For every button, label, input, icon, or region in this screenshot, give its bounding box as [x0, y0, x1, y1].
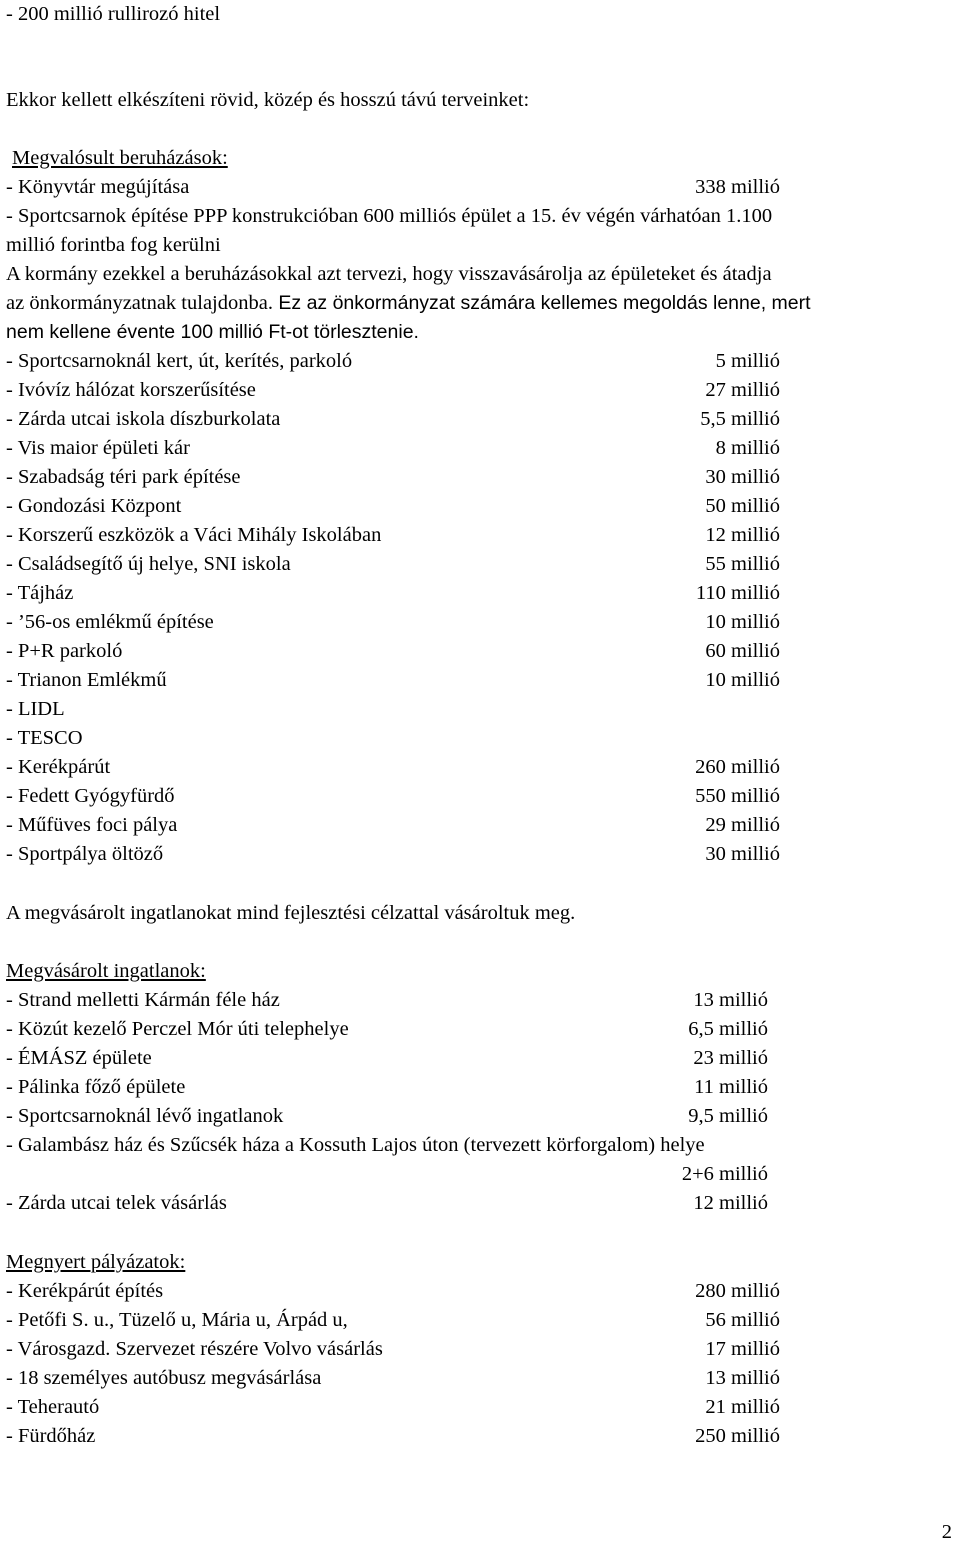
list-item-value: 10 millió [705, 669, 780, 691]
list-item-value: 11 millió [694, 1076, 768, 1098]
list-item-value: 21 millió [705, 1396, 780, 1418]
list-item-value: 550 millió [695, 785, 780, 807]
sport-hall-line-2: millió forintba fog kerülni [6, 234, 221, 256]
list-item-value: 5 millió [715, 350, 780, 372]
list-item-value: 29 millió [705, 814, 780, 836]
list-item-label: - Zárda utcai iskola díszburkolata [6, 408, 281, 430]
list-item-value: 50 millió [705, 495, 780, 517]
gov-paragraph-line-1: A kormány ezekkel a beruházásokkal azt tervezi, hogy visszavásárolja az épületeket és átadja [6, 263, 772, 285]
list-item-value: 2+6 millió [681, 1163, 768, 1185]
realized-heading: Megvalósult beruházások: [12, 147, 228, 169]
gov-paragraph-line-2b: Ez az önkormányzat számára kellemes megoldás lenne, mert [272, 292, 811, 314]
list-item-label: - Zárda utcai telek vásárlás [6, 1192, 227, 1214]
list-item-label: - Trianon Emlékmű [6, 669, 167, 691]
list-item-value: 17 millió [705, 1338, 780, 1360]
list-item-label: - Sportpálya öltöző [6, 843, 164, 865]
list-item-label: - Petőfi S. u., Tüzelő u, Mária u, Árpád u, [6, 1309, 348, 1331]
list-item-label: - Kerékpárút építés [6, 1280, 164, 1302]
list-item-label: - Galambász ház és Szűcsék háza a Kossuth Lajos úton (tervezett körforgalom) helye [6, 1134, 705, 1156]
list-item-label: - P+R parkoló [6, 640, 123, 662]
list-item-value: 30 millió [705, 466, 780, 488]
gov-paragraph-line-2 [6, 289, 811, 318]
list-item-label: - Strand melletti Kármán féle ház [6, 989, 280, 1011]
list-item-label: - Fedett Gyógyfürdő [6, 785, 175, 807]
list-item-label: - Tájház [6, 582, 74, 604]
list-item-value: 55 millió [705, 553, 780, 575]
list-item-label: - Fürdőház [6, 1425, 96, 1447]
list-item-label: - LIDL [6, 698, 65, 720]
list-item-value: 13 millió [693, 989, 768, 1011]
list-item-label: - Vis maior épületi kár [6, 437, 190, 459]
list-item-value: 60 millió [705, 640, 780, 662]
list-item-label: - Könyvtár megújítása [6, 176, 190, 198]
list-item-label: - Gondozási Központ [6, 495, 182, 517]
list-item-label: - ÉMÁSZ épülete [6, 1047, 152, 1069]
list-item-value: 23 millió [693, 1047, 768, 1069]
list-item-value: 56 millió [705, 1309, 780, 1331]
list-item-label: - Teherautó [6, 1396, 100, 1418]
list-item-label: - Kerékpárút [6, 756, 111, 778]
list-item-label: - Műfüves foci pálya [6, 814, 178, 836]
gov-paragraph-line-3: nem kellene évente 100 millió Ft-ot törlesztenie. [6, 321, 419, 343]
list-item-label: - Korszerű eszközök a Váci Mihály Iskolában [6, 524, 382, 546]
list-item-value: 10 millió [705, 611, 780, 633]
list-item-label: - Családsegítő új helye, SNI iskola [6, 553, 291, 575]
list-item-value: 12 millió [705, 524, 780, 546]
page-number: 2 [941, 1521, 952, 1543]
list-item-label: - 18 személyes autóbusz megvásárlása [6, 1367, 322, 1389]
list-item-value: 30 millió [705, 843, 780, 865]
purchase-note: A megvásárolt ingatlanokat mind fejlesztési célzattal vásároltuk meg. [6, 902, 576, 924]
grants-heading: Megnyert pályázatok: [6, 1251, 186, 1273]
list-item-label: - Sportcsarnoknál lévő ingatlanok [6, 1105, 284, 1127]
list-item-value: 5,5 millió [700, 408, 780, 430]
intro-text: Ekkor kellett elkészíteni rövid, közép és hosszú távú terveinket: [6, 89, 530, 111]
list-item-label: - Pálinka főző épülete [6, 1076, 186, 1098]
list-item-value: 27 millió [705, 379, 780, 401]
top-line: - 200 millió rullirozó hitel [6, 3, 221, 25]
properties-heading: Megvásárolt ingatlanok: [6, 960, 206, 982]
list-item-label: - Szabadság téri park építése [6, 466, 241, 488]
gov-paragraph-line-2a: az önkormányzatnak tulajdonba. [6, 292, 273, 314]
list-item-value: 280 millió [695, 1280, 780, 1302]
list-item-label: - ’56-os emlékmű építése [6, 611, 214, 633]
list-item-label: - Ivóvíz hálózat korszerűsítése [6, 379, 256, 401]
list-item-value: 12 millió [693, 1192, 768, 1214]
list-item-value: 6,5 millió [688, 1018, 768, 1040]
list-item-label: - Sportcsarnoknál kert, út, kerítés, parkoló [6, 350, 353, 372]
list-item-value: 110 millió [695, 582, 780, 604]
list-item-value: 13 millió [705, 1367, 780, 1389]
list-item-value: 250 millió [695, 1425, 780, 1447]
list-item-value: 9,5 millió [688, 1105, 768, 1127]
list-item-label: - TESCO [6, 727, 83, 749]
list-item-value: 260 millió [695, 756, 780, 778]
list-item-value: 338 millió [695, 176, 780, 198]
list-item-label: - Közút kezelő Perczel Mór úti telephelye [6, 1018, 349, 1040]
list-item-label: - Városgazd. Szervezet részére Volvo vásárlás [6, 1338, 383, 1360]
sport-hall-line-1: - Sportcsarnok építése PPP konstrukcióban 600 milliós épület a 15. év végén várhatóan 1.100 [6, 205, 773, 227]
list-item-value: 8 millió [715, 437, 780, 459]
